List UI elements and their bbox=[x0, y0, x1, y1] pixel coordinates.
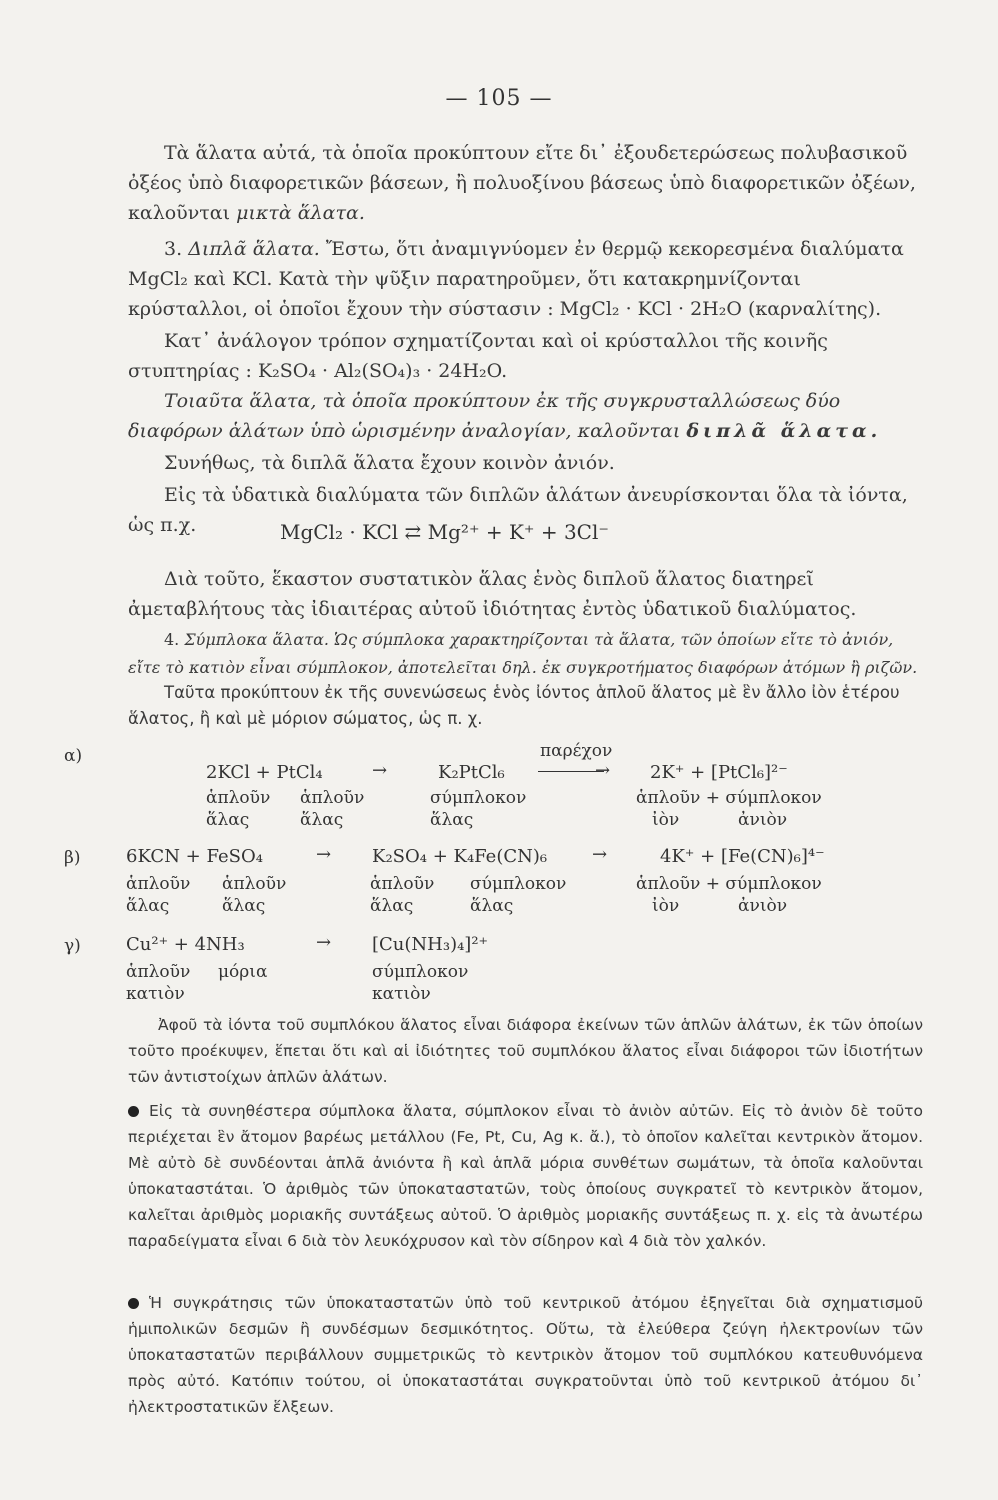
paragraph-text: Ἡ συγκράτησις τῶν ὑποκαταστατῶν ὑπὸ τοῦ κεντρικοῦ ἀτόμου ἐξηγεῖται διὰ σχηματισμοῦ ἡμιπολικῶν δεσμῶν ἢ συνδέσμων δεσμικότητος. Οὕτω, τὰ ἐλεύθερα ζεύγη ἠλεκτρονίων τῶν ὑποκαταστατῶν περιβάλλουν συμμετρικῶς τὸ κεντρικὸν ἄτομον τοῦ συμπλόκου κατευθυνόμενα πρὸς αὐτό. Κατόπιν τούτου, οἱ ὑποκαταστάται συγκρατοῦνται ὑπὸ τοῦ κεντρικοῦ ἀτόμου δι᾽ ἠλεκτροστατικῶν ἕλξεων. bbox=[128, 1294, 923, 1416]
arrow-icon: → bbox=[595, 760, 611, 781]
paragraph-common-anion: Συνήθως, τὰ διπλᾶ ἅλατα ἔχουν κοινὸν ἀνιόν. bbox=[164, 452, 615, 474]
reaction-a-label: α) bbox=[64, 746, 83, 766]
reaction-a-giving: παρέχον bbox=[540, 741, 613, 761]
label-complex: σύμπλοκον bbox=[372, 962, 469, 982]
label-salt: ἅλας bbox=[470, 896, 514, 916]
label-ion: ἰὸν bbox=[652, 896, 680, 916]
paragraph-double-salts bbox=[128, 234, 923, 324]
bullet-icon bbox=[128, 1298, 139, 1309]
paragraph-text: Τοιαῦτα ἅλατα, τὰ ὁποῖα προκύπτουν ἐκ τῆς συγκρυσταλλώσεως δύο διαφόρων ἁλάτων ὑπὸ ὡρισμένην ἀναλογίαν, καλοῦνται bbox=[128, 390, 841, 442]
arrow-icon: → bbox=[316, 932, 332, 953]
equation-dissociation: MgCl₂ · KCl ⇄ Mg²⁺ + K⁺ + 3Cl⁻ bbox=[280, 520, 609, 544]
page-number: — 105 — bbox=[445, 86, 553, 111]
paragraph-text: Εἰς τὰ συνηθέστερα σύμπλοκα ἅλατα, σύμπλοκον εἶναι τὸ ἀνιὸν αὐτῶν. Εἰς τὸ ἀνιὸν δὲ τοῦτο περιέχεται ἓν ἄτομον βαρέως μετάλλου (Fe, Pt, Cu, Ag κ. ἄ.), τὸ ὁποῖον καλεῖται κεντρικὸν ἄτομον. Μὲ αὐτὸ δὲ συνδέονται ἁπλᾶ ἀνιόντα ἢ καὶ ἁπλᾶ μόρια συνθέτων σωμάτων, τὰ ὁποῖα καλοῦνται ὑποκαταστάται. Ὁ ἀριθμὸς τῶν ὑποκαταστατῶν, τοὺς ὁποίους συγκρατεῖ τὸ κεντρικὸν ἄτομον, καλεῖται ἀριθμὸς μοριακῆς συντάξεως αὐτοῦ. Ὁ ἀριθμὸς μοριακῆς συντάξεως π. χ. εἰς τὰ ἀνωτέρω παραδείγματα εἶναι 6 διὰ τὸν λευκόχρυσον καὶ τὸν σίδηρον καὶ 4 διὰ τὸν χαλκόν. bbox=[128, 1102, 923, 1250]
label-ion: ἰὸν bbox=[652, 810, 680, 830]
label-salt: ἅλας bbox=[430, 810, 474, 830]
reaction-c-label: γ) bbox=[64, 936, 81, 956]
label-anion: ἀνιὸν bbox=[738, 896, 788, 916]
arrow-icon: → bbox=[372, 760, 388, 781]
reaction-c-reactants: Cu²⁺ + 4NH₃ bbox=[126, 934, 245, 955]
label-molecules: μόρια bbox=[218, 962, 268, 982]
label-salt: ἅλας bbox=[222, 896, 266, 916]
bullet-paragraph-bonding bbox=[128, 1290, 923, 1420]
label-simple-complex: ἁπλοῦν + σύμπλοκον bbox=[636, 874, 822, 894]
label-salt: ἅλας bbox=[300, 810, 344, 830]
paragraph-complex-properties: Ἀφοῦ τὰ ἰόντα τοῦ συμπλόκου ἅλατος εἶναι διάφορα ἐκείνων τῶν ἁπλῶν ἁλάτων, ἐκ τῶν ὁποίων τοῦτο προέκυψεν, ἕπεται ὅτι καὶ αἱ ἰδιότητες τοῦ συμπλόκου ἅλατος εἶναι διάφοροι τῶν ἰδιοτήτων τῶν ἀντιστοίχων ἁπλῶν ἁλάτων. bbox=[128, 1016, 923, 1086]
paragraph-alum: Κατ᾽ ἀνάλογον τρόπον σχηματίζονται καὶ οἱ κρύσταλλοι τῆς κοινῆς στυπτηρίας : K₂SO₄ · Al₂(SO₄)₃ · 24H₂O. bbox=[128, 330, 828, 382]
paragraph-properties: Διὰ τοῦτο, ἕκαστον συστατικὸν ἅλας ἑνὸς διπλοῦ ἅλατος διατηρεῖ ἀμεταβλήτους τὰς ἰδιαιτέρας αὐτοῦ ἰδιότητας ἐντὸς ὑδατικοῦ διαλύματος. bbox=[128, 568, 857, 620]
paragraph-formation: Ταῦτα προκύπτουν ἐκ τῆς συνενώσεως ἑνὸς ἰόντος ἁπλοῦ ἅλατος μὲ ἓν ἄλλο ἰὸν ἑτέρου ἅλατος, ἢ καὶ μὲ μόριον σώματος, ὡς π. χ. bbox=[128, 683, 900, 728]
reaction-a-ions: 2K⁺ + [PtCl₆]²⁻ bbox=[650, 762, 788, 783]
bullet-paragraph-central-atom bbox=[128, 1098, 923, 1254]
term-double-salts: διπλᾶ ἅλατα. bbox=[686, 420, 882, 442]
label-simple: ἁπλοῦν bbox=[206, 788, 271, 808]
section-number: 3. bbox=[164, 238, 183, 260]
paragraph-text: Σύμπλοκα ἅλατα. Ὡς σύμπλοκα χαρακτηρίζονται τὰ ἅλατα, τῶν ὁποίων εἴτε τὸ ἀνιόν, εἴτε τὸ κατιὸν εἶναι σύμπλοκον, ἀποτελεῖται δηλ. ἐκ συγκροτήματος διαφόρων ἀτόμων ἢ ριζῶν. bbox=[128, 630, 918, 677]
paragraph-ions: Εἰς τὰ ὑδατικὰ διαλύματα τῶν διπλῶν ἁλάτων ἀνευρίσκονται ὅλα τὰ ἰόντα, ὡς π.χ. bbox=[128, 484, 908, 536]
label-cation: κατιὸν bbox=[372, 984, 431, 1004]
paragraph-text: Ἔστω, ὅτι ἀναμιγνύομεν ἐν θερμῷ κεκορεσμένα διαλύματα MgCl₂ καὶ KCl. Κατὰ τὴν ψῦξιν παρατηροῦμεν, ὅτι κατακρημνίζονται κρύσταλλοι, οἱ ὁποῖοι ἔχουν τὴν σύστασιν : MgCl₂ · KCl · 2H₂O (καρναλίτης). bbox=[128, 238, 904, 320]
section-title: Διπλᾶ ἅλατα. bbox=[188, 238, 320, 260]
reaction-b-products: K₂SO₄ + K₄Fe(CN)₆ bbox=[372, 846, 548, 867]
label-complex: σύμπλοκον bbox=[470, 874, 567, 894]
reaction-b-reactants: 6KCN + FeSO₄ bbox=[126, 846, 263, 867]
label-simple: ἁπλοῦν bbox=[370, 874, 435, 894]
reaction-a-product: K₂PtCl₆ bbox=[438, 762, 505, 783]
label-simple: ἁπλοῦν bbox=[126, 874, 191, 894]
bullet-icon bbox=[128, 1106, 139, 1117]
paragraph-complex-salts bbox=[128, 626, 923, 682]
label-salt: ἅλας bbox=[206, 810, 250, 830]
label-simple-complex: ἁπλοῦν + σύμπλοκον bbox=[636, 788, 822, 808]
label-simple: ἁπλοῦν bbox=[126, 962, 191, 982]
reaction-b-label: β) bbox=[64, 848, 81, 868]
label-anion: ἀνιὸν bbox=[738, 810, 788, 830]
term-mixed-salts: μικτὰ ἅλατα. bbox=[236, 202, 365, 224]
label-salt: ἅλας bbox=[126, 896, 170, 916]
arrow-icon: → bbox=[316, 844, 332, 865]
paragraph-mixed-salts bbox=[128, 138, 923, 228]
reaction-a-reactants: 2KCl + PtCl₄ bbox=[206, 762, 323, 783]
arrow-icon: → bbox=[592, 844, 608, 865]
label-complex: σύμπλοκον bbox=[430, 788, 527, 808]
paragraph-text: Τὰ ἅλατα αὐτά, τὰ ὁποῖα προκύπτουν εἴτε δι᾽ ἐξουδετερώσεως πολυβασικοῦ ὀξέος ὑπὸ διαφορετικῶν βάσεων, ἢ πολυοξίνου βάσεως ὑπὸ διαφορετικῶν ὀξέων, καλοῦνται bbox=[128, 142, 916, 224]
label-simple: ἁπλοῦν bbox=[222, 874, 287, 894]
label-simple: ἁπλοῦν bbox=[300, 788, 365, 808]
label-cation: κατιὸν bbox=[126, 984, 185, 1004]
paragraph-double-definition bbox=[128, 386, 923, 446]
reaction-c-product: [Cu(NH₃)₄]²⁺ bbox=[372, 934, 489, 955]
reaction-b-ions: 4K⁺ + [Fe(CN)₆]⁴⁻ bbox=[660, 846, 825, 867]
label-salt: ἅλας bbox=[370, 896, 414, 916]
section-number: 4. bbox=[164, 630, 180, 649]
